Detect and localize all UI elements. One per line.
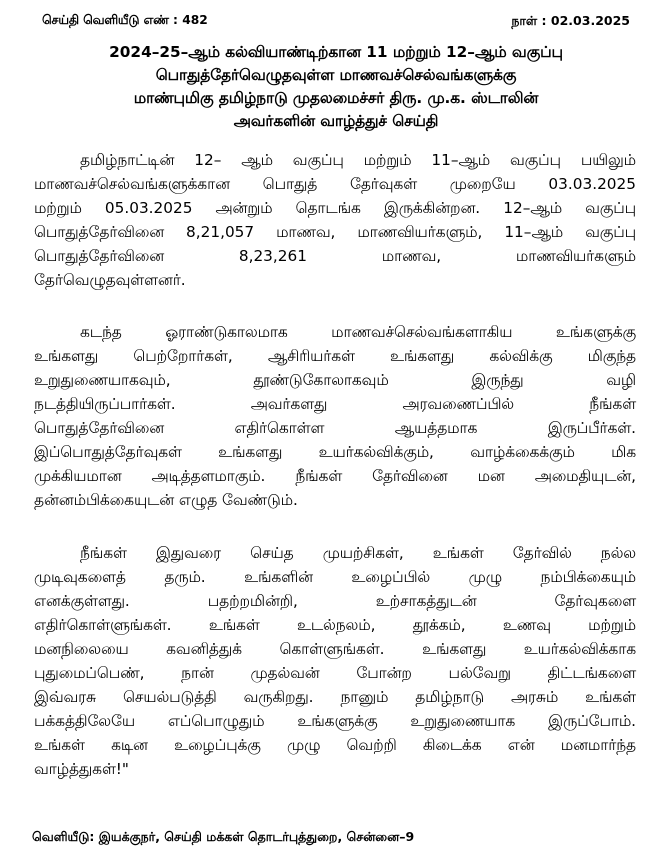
paragraph-line: பக்கத்திலேயே எப்பொழுதும் உங்களுக்கு உறுதுணையாக இருப்போம். <box>34 712 636 730</box>
paragraph-line: வாழ்த்துகள்!" <box>34 760 129 778</box>
paragraph-line: மற்றும் 05.03.2025 அன்றும் தொடங்க இருக்கின்றன. 12–ஆம் வகுப்பு <box>34 199 636 217</box>
paragraph-line: பொதுத்தேர்வினை 8,21,057 மாணவ, மாணவியர்களும், 11–ஆம் வகுப்பு <box>34 223 636 241</box>
paragraph-line: தேர்வெழுதவுள்ளனர். <box>34 271 186 289</box>
paragraph-line: தமிழ்நாட்டின் 12– ஆம் வகுப்பு மற்றும் 11–ஆம் வகுப்பு பயிலும் <box>80 151 636 169</box>
paragraph-line: முக்கியமான அடித்தளமாகும். நீங்கள் தேர்வினை மன அமைதியுடன், <box>34 467 636 485</box>
release-number: செய்தி வெளியீடு எண் : 482 <box>42 13 208 27</box>
paragraph-line: நீங்கள் இதுவரை செய்த முயற்சிகள், உங்கள் தேர்வில் நல்ல <box>80 544 636 562</box>
title-line: அவர்களின் வாழ்த்துச் செய்தி <box>233 112 439 130</box>
paragraph-line: பொதுத்தேர்வினை 8,23,261 மாணவ, மாணவியர்களும் <box>34 247 636 265</box>
paragraph-line: புதுமைப்பெண், நான் முதல்வன் போன்ற பல்வேறு திட்டங்களை <box>34 664 636 682</box>
title-line: பொதுத்தேர்வெழுதவுள்ள மாணவச்செல்வங்களுக்கு <box>155 66 517 84</box>
paragraph-line: எனக்குள்ளது. பதற்றமின்றி, உற்சாகத்துடன் தேர்வுகளை <box>34 592 636 610</box>
title-line: மாண்புமிகு தமிழ்நாடு முதலமைச்சர் திரு. மு.க. ஸ்டாலின் <box>133 89 539 107</box>
paragraph-line: இவ்வரசு செயல்படுத்தி வருகிறது. நானும் தமிழ்நாடு அரசும் உங்கள் <box>34 688 636 706</box>
paragraph-line: இப்பொதுத்தேர்வுகள் உங்களது உயர்கல்விக்கும், வாழ்க்கைக்கும் மிக <box>34 443 636 461</box>
paragraph-1 <box>34 148 636 292</box>
paragraph-line: மாணவச்செல்வங்களுக்கான பொதுத் தேர்வுகள் முறையே 03.03.2025 <box>34 175 636 193</box>
paragraph-line: தன்னம்பிக்கையுடன் எழுத வேண்டும். <box>34 491 298 509</box>
title-block <box>36 41 636 133</box>
paragraph-line: கடந்த ஓராண்டுகாலமாக மாணவச்செல்வங்களாகிய உங்களுக்கு <box>80 323 636 341</box>
paragraph-line: உங்கள் கடின உழைப்புக்கு முழு வெற்றி கிடைக்க என் மனமார்ந்த <box>34 736 636 754</box>
paragraph-line: எதிர்கொள்ளுங்கள். உங்கள் உடல்நலம், தூக்கம், உணவு மற்றும் <box>34 616 636 634</box>
paragraph-line: உறுதுணையாகவும், தூண்டுகோலாகவும் இருந்து வழி <box>34 371 636 389</box>
footer-issuer: வெளியீடு: இயக்குநர், செய்தி மக்கள் தொடர்புத்துறை, சென்னை–9 <box>32 829 415 844</box>
paragraph-line: மனநிலையை கவனித்துக் கொள்ளுங்கள். உங்களது உயர்கல்விக்காக <box>34 640 636 658</box>
paragraph-3 <box>34 541 636 781</box>
header <box>42 13 630 30</box>
paragraph-line: பொதுத்தேர்வினை எதிர்கொள்ள ஆயத்தமாக இருப்பீர்கள். <box>34 419 636 437</box>
paragraph-2 <box>34 320 636 512</box>
paragraph-line: நடத்தியிருப்பார்கள். அவர்களது அரவணைப்பில் நீங்கள் <box>34 395 636 413</box>
paragraph-line: முடிவுகளைத் தரும். உங்களின் உழைப்பில் முழு நம்பிக்கையும் <box>34 568 636 586</box>
release-date: நாள் : 02.03.2025 <box>511 13 630 28</box>
title-line: 2024–25–ஆம் கல்வியாண்டிற்கான 11 மற்றும் 12–ஆம் வகுப்பு <box>109 43 563 61</box>
paragraph-line: உங்களது பெற்றோர்கள், ஆசிரியர்கள் உங்களது கல்விக்கு மிகுந்த <box>34 347 636 365</box>
